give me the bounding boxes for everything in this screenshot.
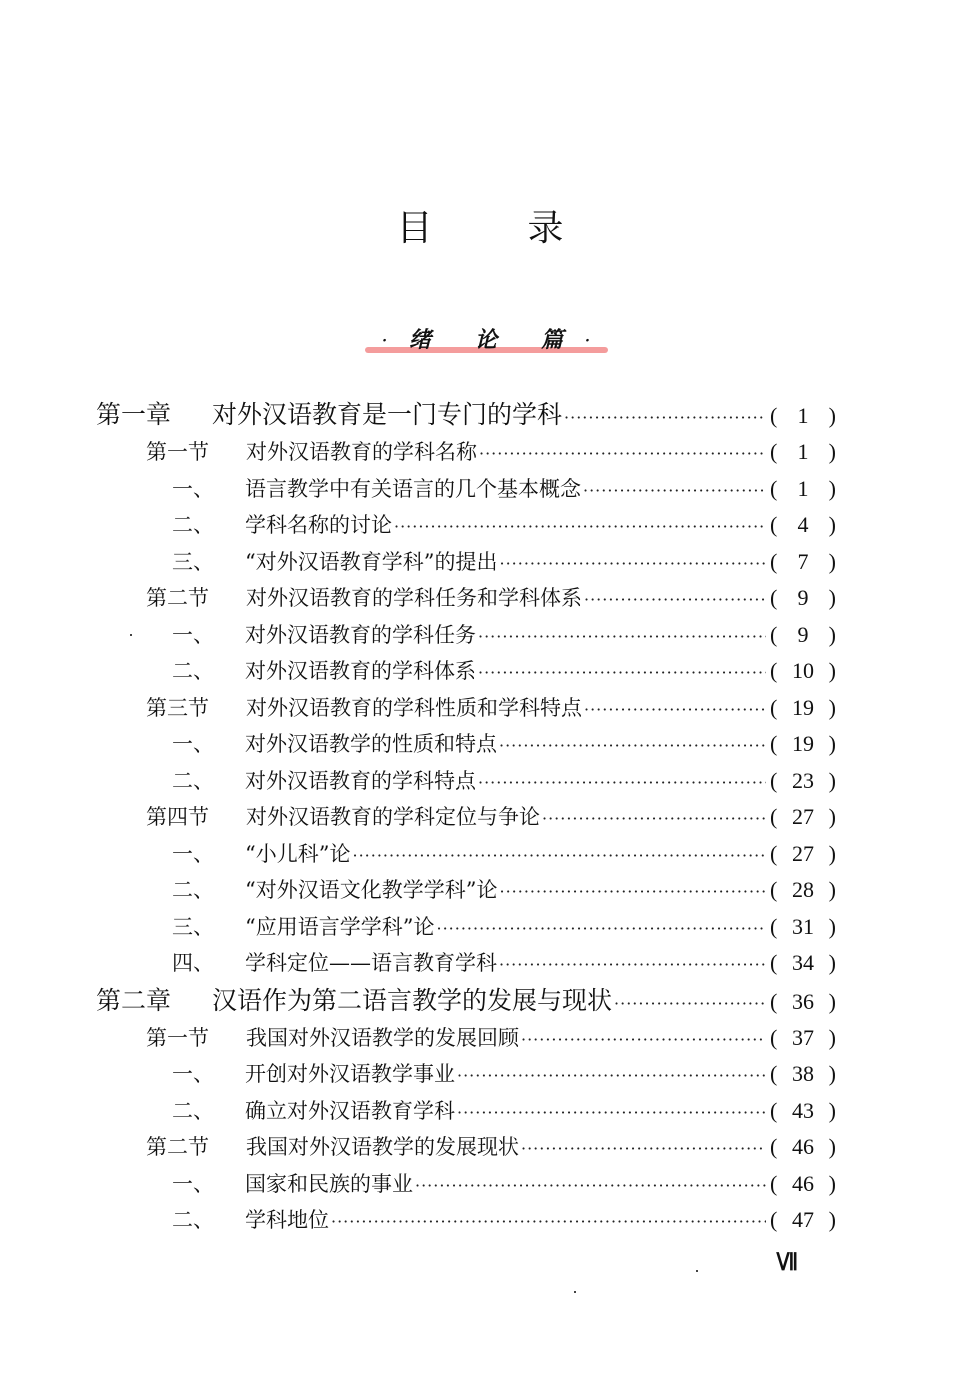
part-heading-char: 篇 (541, 327, 564, 353)
toc-entry-item (96, 544, 836, 581)
toc-entry-item (96, 836, 836, 873)
toc-page-number: 46 (792, 1170, 814, 1196)
toc-page-number: 4 (797, 512, 809, 537)
part-heading-dot-right: · (585, 333, 590, 349)
toc-entry-title: 学科名称的讨论 (245, 513, 392, 537)
toc-entry-page (770, 1166, 836, 1203)
toc-entry-chapter (96, 982, 836, 1020)
scan-speck (130, 634, 132, 636)
paren-close: ) (828, 1134, 836, 1159)
toc-entry-number: 第二章 (96, 985, 172, 1015)
paren-open: ( (770, 1024, 778, 1050)
paren-open: ( (770, 877, 778, 902)
toc-entry-title: 对外汉语教育是一门专门的学科 (212, 400, 563, 429)
paren-open: ( (770, 913, 778, 939)
toc-entry-page (770, 690, 836, 727)
toc-entry-page (770, 1093, 836, 1130)
toc-entry-number: 第一节 (146, 1025, 209, 1050)
toc-page-number: 37 (792, 1024, 814, 1050)
paren-open: ( (770, 658, 778, 683)
toc-entry-title: 对外汉语教育的学科定位与争论 (246, 805, 540, 829)
paren-open: ( (770, 1134, 778, 1159)
paren-open: ( (770, 804, 778, 829)
toc-entry-section (96, 580, 836, 617)
paren-close: ) (828, 658, 836, 683)
toc-entry-number: 四、 (172, 951, 214, 975)
dot-leader (584, 692, 766, 729)
toc-entry-title: 学科地位 (245, 1208, 329, 1232)
page-title-char: 目 (396, 208, 433, 249)
toc-entry-number: 二、 (172, 513, 214, 537)
dot-leader (479, 436, 766, 473)
toc-entry-number: 第一节 (146, 440, 209, 464)
toc-entry-number: 二、 (172, 1208, 214, 1232)
toc-entry-section (96, 1020, 836, 1057)
toc-entry-page (770, 507, 836, 544)
paren-open: ( (770, 512, 778, 537)
dot-leader (478, 619, 766, 656)
paren-close: ) (828, 804, 836, 829)
toc-entry-title: 我国对外汉语教学的发展现状 (246, 1135, 519, 1159)
paren-close: ) (828, 439, 836, 464)
toc-entry-section (96, 1129, 836, 1166)
paren-open: ( (770, 475, 778, 501)
toc-page-number: 31 (792, 913, 814, 939)
toc-entry-item (96, 471, 836, 508)
toc-entry-page (770, 726, 836, 763)
toc-page-number: 19 (792, 694, 814, 720)
paren-close: ) (828, 1207, 836, 1232)
paren-open: ( (770, 403, 778, 428)
dot-leader (499, 728, 766, 765)
toc-entry-page (770, 471, 836, 508)
toc-entry-title: “小儿科”论 (245, 841, 351, 866)
toc-page-number: 46 (792, 1134, 814, 1159)
toc-entry-page (770, 909, 836, 946)
toc-entry-title: 对外汉语教育的学科特点 (245, 768, 476, 793)
toc-page-number: 9 (797, 585, 809, 610)
paren-close: ) (828, 694, 836, 720)
toc-page-number: 9 (797, 621, 809, 647)
dot-leader (352, 838, 766, 875)
toc-page-number: 1 (797, 403, 809, 428)
paren-open: ( (770, 1061, 778, 1086)
toc-entry-section (96, 690, 836, 727)
paren-open: ( (770, 767, 778, 793)
toc-entry-item (96, 653, 836, 690)
dot-leader (564, 399, 766, 437)
toc-entry-item (96, 763, 836, 800)
toc-entry-title: 对外汉语教育的学科任务和学科体系 (246, 586, 582, 610)
dot-leader (478, 655, 766, 692)
paren-open: ( (770, 988, 778, 1014)
toc-page-number: 43 (792, 1097, 814, 1123)
toc-entry-number: 一、 (172, 841, 214, 866)
toc-entry-number: 第二节 (146, 1135, 209, 1159)
toc-entry-number: 一、 (172, 622, 214, 647)
toc-page-number: 27 (792, 840, 814, 866)
paren-close: ) (828, 1061, 836, 1086)
paren-open: ( (770, 548, 778, 574)
toc-page-number: 1 (797, 439, 809, 464)
toc-entry-title: “应用语言学学科”论 (245, 914, 435, 939)
toc-entry-section (96, 434, 836, 471)
dot-leader (457, 1058, 766, 1095)
toc-entry-title: 语言教学中有关语言的几个基本概念 (245, 476, 581, 501)
dot-leader (542, 801, 766, 838)
dot-leader (499, 874, 766, 911)
dot-leader (614, 985, 766, 1023)
paren-open: ( (770, 621, 778, 647)
paren-close: ) (828, 840, 836, 866)
toc-page-number: 7 (797, 548, 809, 574)
toc-entry-page (770, 653, 836, 690)
paren-open: ( (770, 950, 778, 975)
toc-entry-item (96, 617, 836, 654)
toc-page-number: 19 (792, 731, 814, 756)
toc-entry-item (96, 1202, 836, 1239)
paren-close: ) (828, 1170, 836, 1196)
toc-entry-number: 二、 (172, 878, 214, 902)
toc-entry-section (96, 799, 836, 836)
toc-entry-title: 对外汉语教育的学科性质和学科特点 (246, 695, 582, 720)
dot-leader (436, 911, 766, 948)
toc-page-number: 23 (792, 767, 814, 793)
dot-leader (415, 1168, 766, 1205)
toc-entry-page (770, 434, 836, 471)
paren-open: ( (770, 1207, 778, 1232)
paren-close: ) (828, 585, 836, 610)
toc-entry-page (770, 580, 836, 617)
toc-entry-page (770, 544, 836, 581)
toc-entry-number: 二、 (172, 659, 214, 683)
toc-entry-page (770, 983, 836, 1021)
toc-entry-title: “对外汉语教育学科”的提出 (245, 549, 498, 574)
toc-entry-title: 对外汉语教育的学科体系 (245, 659, 476, 683)
toc-page-number: 47 (792, 1207, 814, 1232)
toc-entry-page (770, 1202, 836, 1239)
part-heading (366, 326, 606, 355)
toc-entry-title: 国家和民族的事业 (245, 1171, 413, 1196)
paren-close: ) (828, 950, 836, 975)
toc-entry-chapter (96, 396, 836, 434)
dot-leader (478, 765, 766, 802)
paren-open: ( (770, 585, 778, 610)
toc-entry-page (770, 799, 836, 836)
toc-entry-title: 学科定位——语言教育学科 (245, 951, 497, 975)
toc-entry-number: 第三节 (146, 695, 209, 720)
dot-leader (584, 582, 766, 619)
dot-leader (521, 1022, 766, 1059)
toc-entry-number: 三、 (172, 914, 214, 939)
toc-entry-title: 开创对外汉语教学事业 (245, 1062, 455, 1086)
toc-entry-title: 对外汉语教育的学科任务 (245, 622, 476, 647)
page-title (0, 200, 960, 251)
toc-entry-number: 三、 (172, 549, 214, 574)
toc-entry-item (96, 945, 836, 982)
toc-entry-item (96, 1093, 836, 1130)
paren-close: ) (828, 403, 836, 428)
part-heading-char: 论 (474, 327, 497, 353)
toc-entry-item (96, 507, 836, 544)
dot-leader (499, 546, 766, 583)
toc-page-number: 36 (792, 988, 814, 1014)
scan-speck (696, 1270, 698, 1272)
toc-entry-number: 一、 (172, 732, 214, 756)
toc-entry-title: “对外汉语文化教学学科”论 (245, 878, 498, 902)
part-heading-dot-left: · (382, 333, 387, 349)
toc-entry-item (96, 872, 836, 909)
paren-open: ( (770, 439, 778, 464)
page-number-folio: Ⅶ (776, 1250, 797, 1276)
dot-leader (499, 947, 766, 984)
dot-leader (521, 1131, 766, 1168)
paren-close: ) (828, 877, 836, 902)
toc-page-number: 27 (792, 804, 814, 829)
paren-close: ) (828, 1097, 836, 1123)
page-title-char: 录 (527, 208, 564, 249)
part-heading-char: 绪 (408, 327, 431, 353)
toc-entry-page (770, 397, 836, 435)
table-of-contents (96, 396, 836, 1239)
toc-page-number: 38 (792, 1061, 814, 1086)
toc-entry-page (770, 763, 836, 800)
toc-entry-page (770, 945, 836, 982)
paren-open: ( (770, 731, 778, 756)
scan-speck (574, 1291, 576, 1293)
toc-page-number: 34 (792, 950, 814, 975)
paren-close: ) (828, 621, 836, 647)
paren-close: ) (828, 731, 836, 756)
paren-open: ( (770, 1170, 778, 1196)
toc-entry-number: 一、 (172, 1062, 214, 1086)
toc-entry-number: 第四节 (146, 805, 209, 829)
toc-entry-page (770, 1129, 836, 1166)
toc-entry-page (770, 617, 836, 654)
toc-entry-item (96, 1056, 836, 1093)
toc-entry-number: 第二节 (146, 586, 209, 610)
toc-entry-page (770, 1056, 836, 1093)
paren-open: ( (770, 694, 778, 720)
paren-close: ) (828, 475, 836, 501)
paren-open: ( (770, 1097, 778, 1123)
toc-page-number: 10 (792, 658, 814, 683)
toc-entry-number: 二、 (172, 768, 214, 793)
toc-entry-number: 第一章 (96, 400, 172, 429)
paren-close: ) (828, 988, 836, 1014)
toc-entry-number: 一、 (172, 1171, 214, 1196)
paren-open: ( (770, 840, 778, 866)
toc-page-number: 1 (797, 475, 809, 501)
paren-close: ) (828, 913, 836, 939)
paren-close: ) (828, 1024, 836, 1050)
toc-entry-page (770, 836, 836, 873)
toc-entry-title: 对外汉语教育的学科名称 (246, 440, 477, 464)
dot-leader (583, 473, 766, 510)
paren-close: ) (828, 767, 836, 793)
toc-entry-page (770, 872, 836, 909)
paren-close: ) (828, 548, 836, 574)
toc-entry-title: 我国对外汉语教学的发展回顾 (246, 1025, 519, 1050)
toc-entry-number: 一、 (172, 476, 214, 501)
paren-close: ) (828, 512, 836, 537)
toc-entry-title: 汉语作为第二语言教学的发展与现状 (212, 985, 613, 1015)
toc-entry-item (96, 1166, 836, 1203)
toc-entry-item (96, 909, 836, 946)
toc-entry-title: 确立对外汉语教育学科 (245, 1098, 455, 1123)
toc-entry-number: 二、 (172, 1098, 214, 1123)
dot-leader (457, 1095, 766, 1132)
toc-entry-item (96, 726, 836, 763)
toc-entry-title: 对外汉语教学的性质和特点 (245, 732, 497, 756)
dot-leader (394, 509, 766, 546)
dot-leader (331, 1204, 766, 1241)
toc-entry-page (770, 1020, 836, 1057)
toc-page-number: 28 (792, 877, 814, 902)
